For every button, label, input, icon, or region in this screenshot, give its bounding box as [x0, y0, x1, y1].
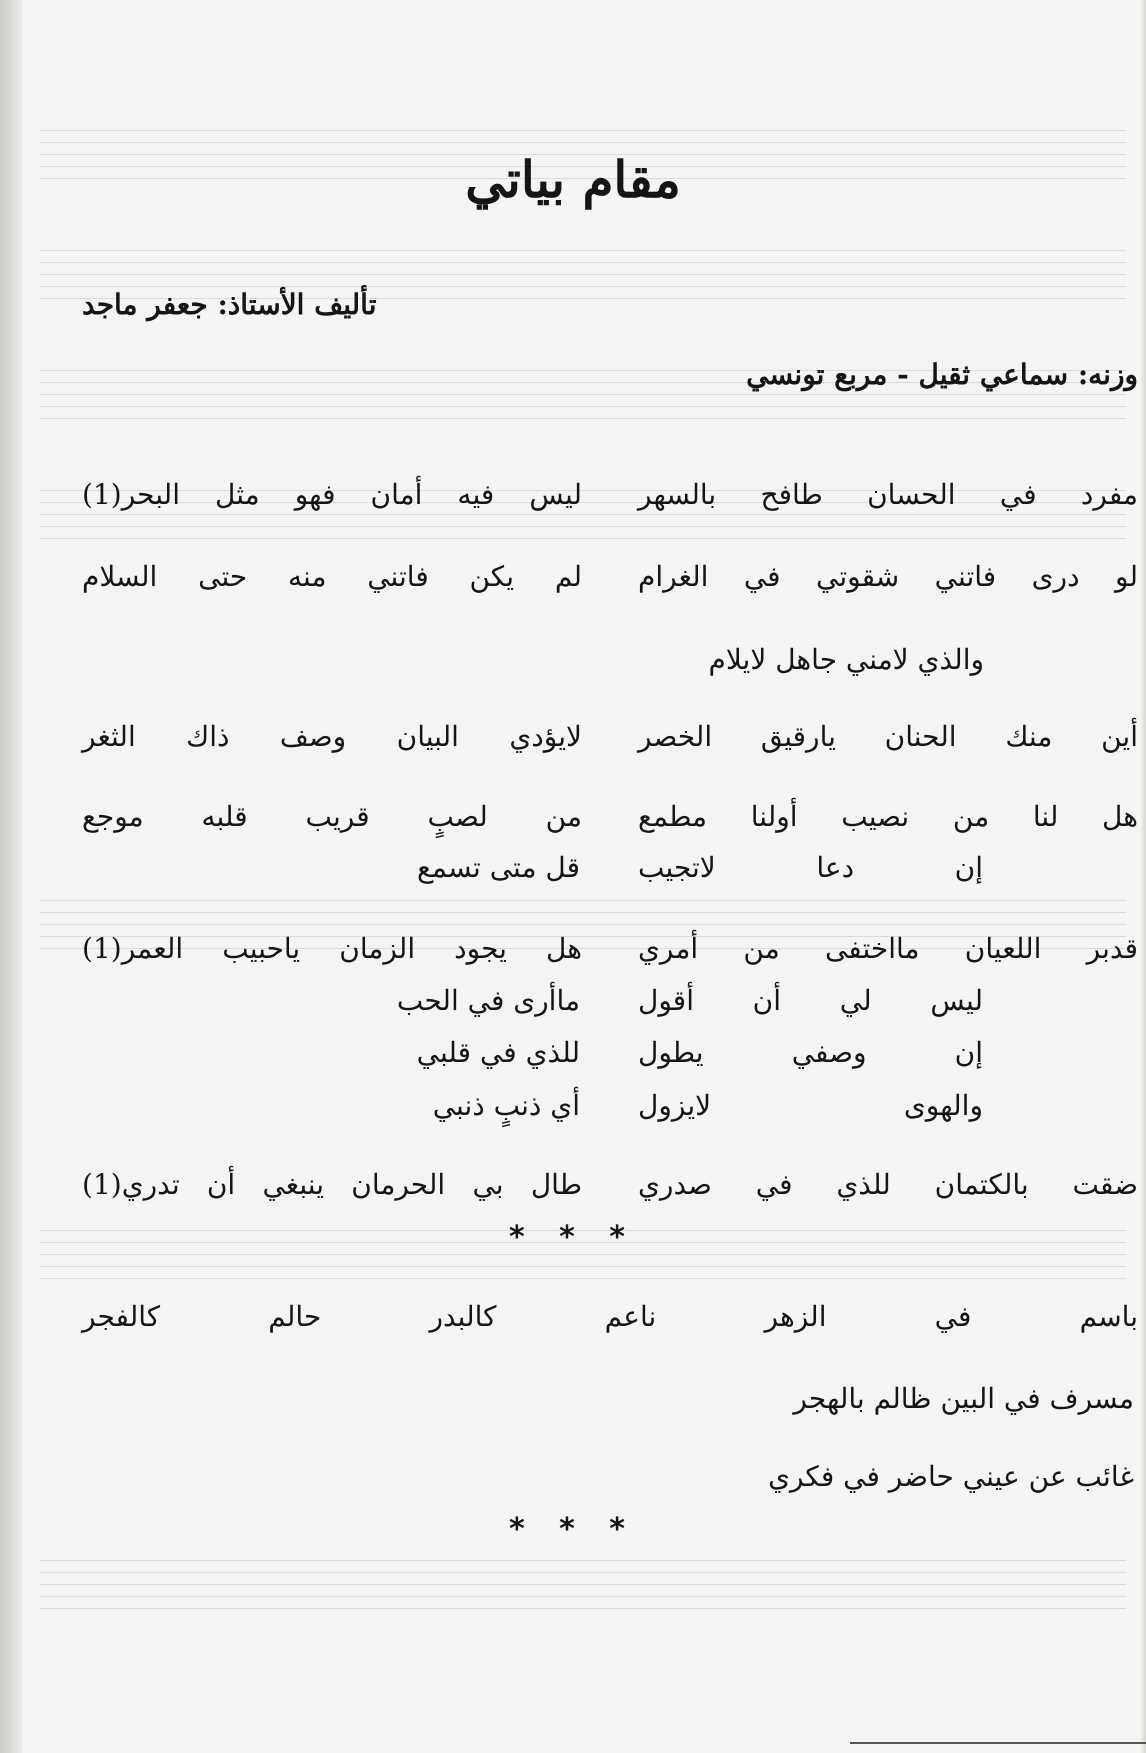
verse-line: من لصبٍ قريب قلبه موجع — [82, 800, 582, 833]
verse-line: هل لنا من نصيب أولنا مطمع — [638, 800, 1138, 833]
verse-line: مفرد في الحسان طافح بالسهر — [638, 478, 1138, 511]
verse-line: إن وصفي يطول — [638, 1036, 983, 1069]
verse-line: أي ذنبٍ ذنبي — [432, 1089, 580, 1122]
verse-line: ليس لي أن أقول — [638, 984, 983, 1017]
verse-line: هل يجود الزمان ياحبيب العمر(1) — [82, 932, 582, 965]
verse-line: لم يكن فاتني منه حتى السلام — [82, 560, 582, 593]
verse-line: للذي في قلبي — [416, 1036, 580, 1069]
verse-line: لو درى فاتني شقوتي في الغرام — [638, 560, 1138, 593]
stanza-separator: * * * — [509, 1512, 637, 1547]
page-right-edge — [1140, 0, 1146, 1753]
verse-line: قدبر اللعيان مااختفى من أمري — [638, 932, 1138, 965]
stanza-separator: * * * — [509, 1220, 637, 1255]
meter-line: وزنه: سماعي ثقيل - مربع تونسي — [746, 358, 1138, 391]
verse-line: لايؤدي البيان وصف ذاك الثغر — [82, 720, 582, 753]
verse-line: طال بي الحرمان ينبغي أن تدري(1) — [82, 1168, 582, 1201]
bottom-rule — [850, 1742, 1146, 1744]
verse-line: قل متى تسمع — [416, 851, 580, 884]
verse-line: ماأرى في الحب — [396, 984, 580, 1017]
page-binding-shadow — [0, 0, 22, 1753]
verse-line: إن دعا لاتجيب — [638, 851, 983, 884]
background-music-staff — [40, 1560, 1126, 1620]
verse-line: ضقت بالكتمان للذي في صدري — [638, 1168, 1138, 1201]
verse-line: باسم في الزهر ناعم كالبدر حالم كالفجر — [82, 1300, 1138, 1333]
verse-line: والهوى لايزول — [638, 1089, 983, 1122]
verse-line: مسرف في البين ظالم بالهجر — [793, 1382, 1134, 1415]
page-title: مقام بياتي — [465, 150, 681, 209]
verse-line: غائب عن عيني حاضر في فكري — [768, 1460, 1134, 1493]
verse-line: والذي لامني جاهل لايلام — [708, 643, 984, 676]
author-line: تأليف الأستاذ: جعفر ماجد — [82, 288, 377, 321]
verse-line: أين منك الحنان يارقيق الخصر — [638, 720, 1138, 753]
verse-line: ليس فيه أمان فهو مثل البحر(1) — [82, 478, 582, 511]
